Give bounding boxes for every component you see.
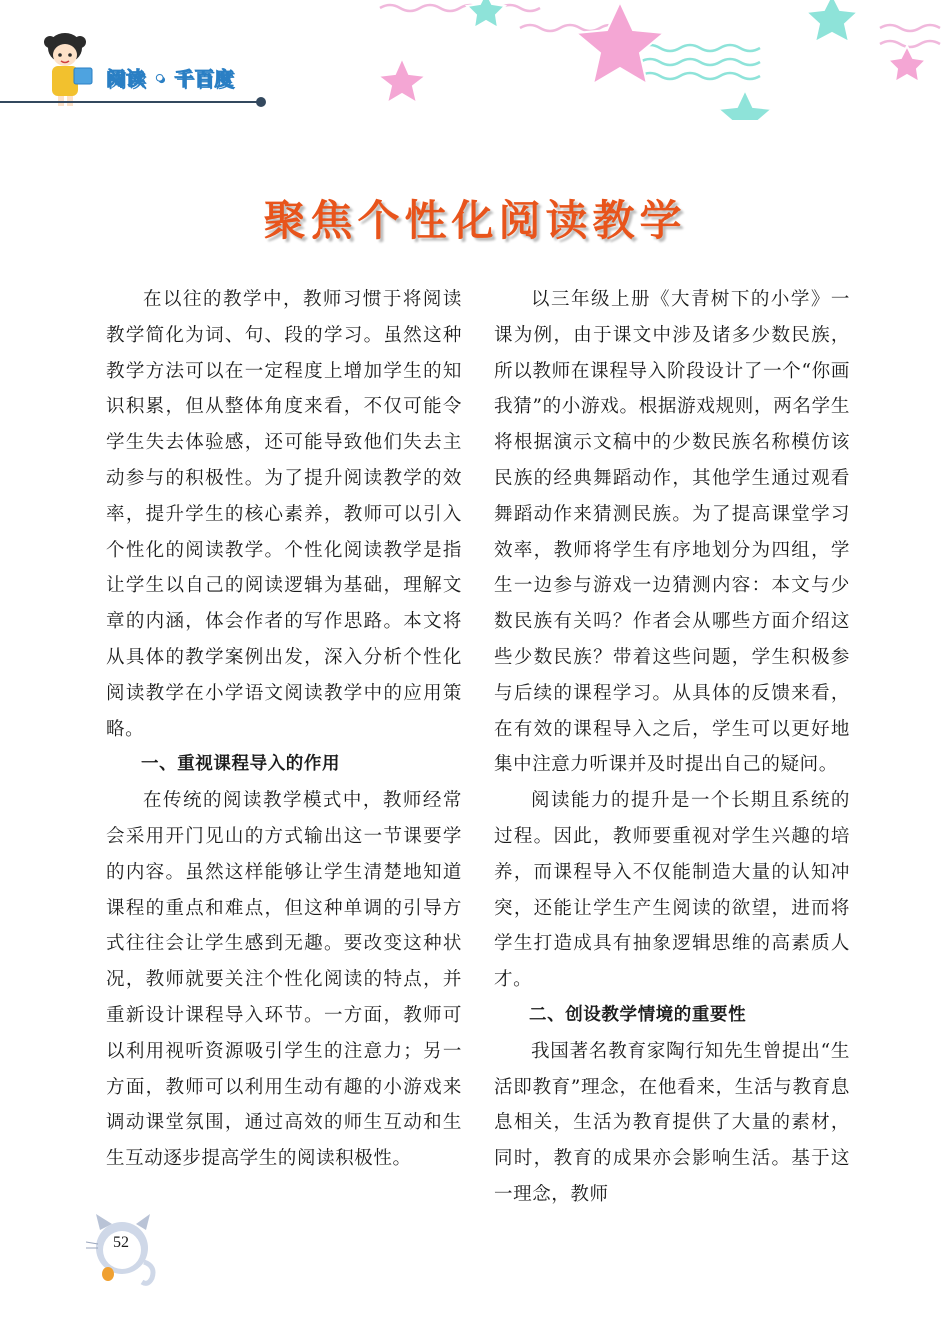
left-column — [106, 282, 462, 1177]
page-number-badge — [86, 1212, 158, 1288]
paragraph: 阅读能力的提升是一个长期且系统的过程。因此，教师要重视对学生兴趣的培养，而课程导入不仅能制造大量的认知冲突，还能让学生产生阅读的欲望，进而将学生打造成具有抽象逻辑思维的高素质人才。 — [494, 790, 850, 991]
paragraph: 我国著名教育家陶行知先生曾提出“生活即教育”理念，在他看来，生活与教育息息相关，生活为教育提供了大量的素材，同时，教育的成果亦会影响生活。基于这一理念，教师 — [494, 1040, 850, 1205]
header-decoration — [0, 0, 950, 120]
section-heading: 一、重视课程导入的作用 — [141, 754, 341, 775]
section-heading: 二、创设教学情境的重要性 — [529, 1004, 747, 1025]
right-column — [494, 282, 850, 1213]
paragraph: 以三年级上册《大青树下的小学》一课为例，由于课文中涉及诸多少数民族，所以教师在课程导入阶段设计了一个“你画我猜”的小游戏。根据游戏规则，两名学生将根据演示文稿中的少数民族名称模仿该民族的经典舞蹈动作，其他学生通过观看舞蹈动作来猜测民族。为了提高课堂学习效率，教师将学生有序地划分为四组，学生一边参与游戏一边猜测内容：本文与少数民族有关吗？作者会从哪些方面介绍这些少数民族？带着这些问题，学生积极参与后续的课程学习。从具体的反馈来看，在有效的课程导入之后，学生可以更好地集中注意力听课并及时提出自己的疑问。 — [494, 289, 850, 776]
section-label: 阅读 • 千百度 — [106, 68, 235, 90]
header-rule-dot — [256, 97, 266, 107]
article-title: 聚焦个性化阅读教学 — [263, 196, 687, 245]
reading-girl-icon — [44, 33, 92, 106]
page-number: 52 — [113, 1234, 129, 1251]
paragraph: 在传统的阅读教学模式中，教师经常会采用开门见山的方式输出这一节课要学的内容。虽然这样能够让学生清楚地知道课程的重点和难点，但这种单调的引导方式往往会让学生感到无趣。要改变这种状况，教师就要关注个性化阅读的特点，并重新设计课程导入环节。一方面，教师可以利用视听资源吸引学生的注意力；另一方面，教师可以利用生动有趣的小游戏来调动课堂氛围，通过高效的师生互动和生生互动逐步提高学生的阅读积极性。 — [106, 790, 462, 1170]
page-header — [0, 0, 950, 120]
paragraph: 在以往的教学中，教师习惯于将阅读教学简化为词、句、段的学习。虽然这种教学方法可以在一定程度上增加学生的知识积累，但从整体角度来看，不仅可能令学生失去体验感，还可能导致他们失去主动参与的积极性。为了提升阅读教学的效率，提升学生的核心素养，教师可以引入个性化的阅读教学。个性化阅读教学是指让学生以自己的阅读逻辑为基础，理解文章的内涵，体会作者的写作思路。本文将从具体的教学案例出发，深入分析个性化阅读教学在小学语文阅读教学中的应用策略。 — [106, 289, 462, 740]
